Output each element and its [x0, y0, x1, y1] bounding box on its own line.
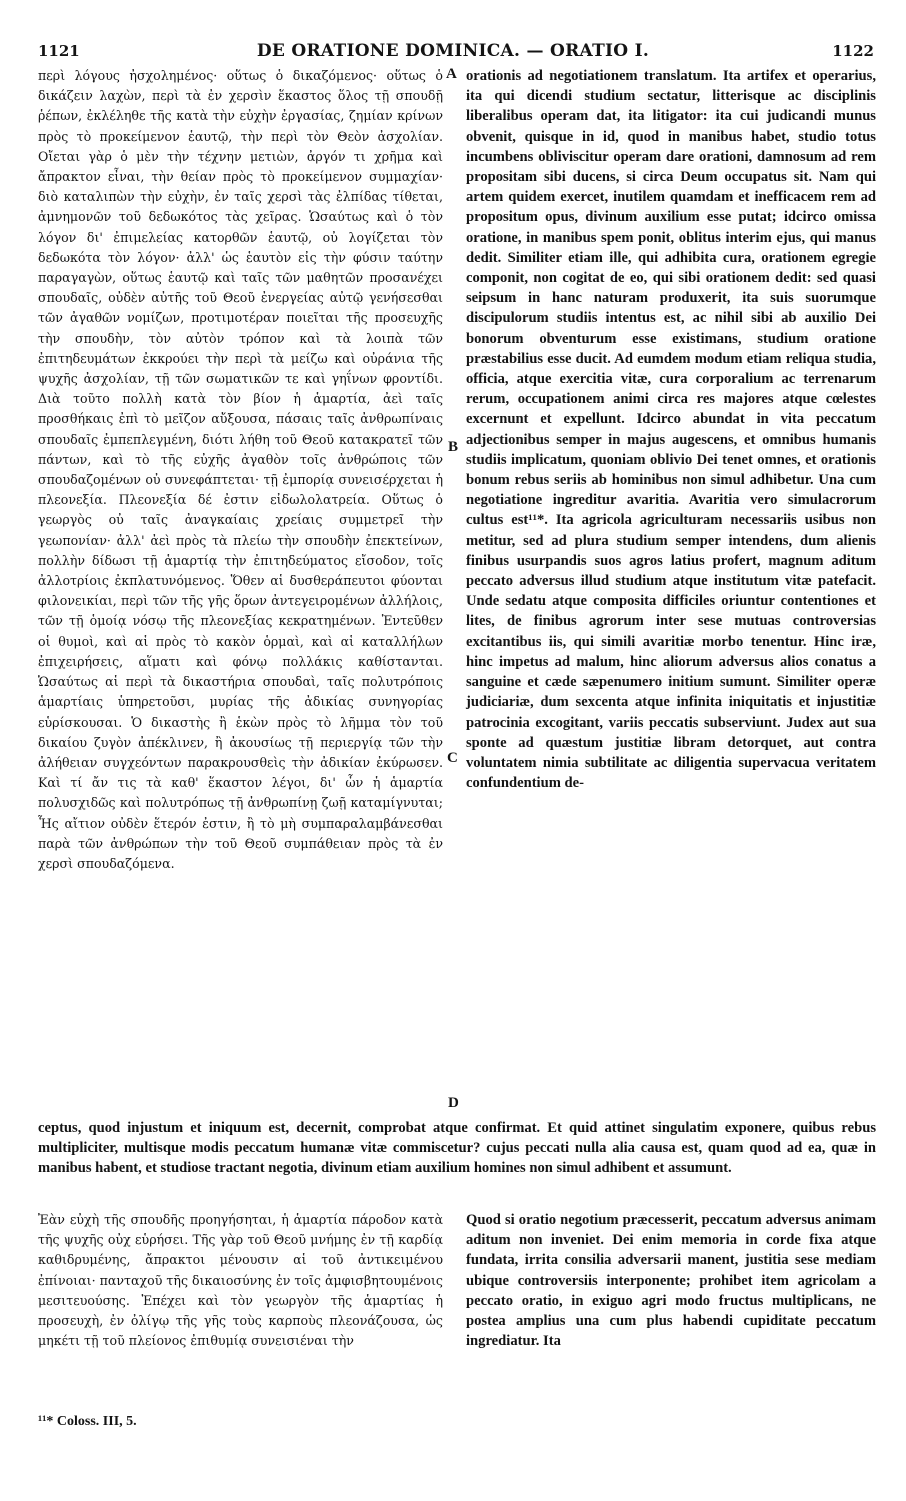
section-marker-c: C [447, 750, 458, 766]
latin-text-full-width: ceptus, quod injustum et iniquum est, decernit, comprobat atque confirmat. Et quid attinet singulatim exponere, quibus rebus multipliciter, multisque modis peccatum humanæ vitæ commiscetur? cujus peccati nulla alia causa est, quam quod ad ea, quæ in manibus habent, et studiose tractant negotia, divinum etiam auxilium homines non simul adhibent et assumunt. [38, 1120, 876, 1177]
right-column-number: 1122 [832, 42, 874, 60]
footnote: ¹¹* Coloss. III, 5. [38, 1414, 137, 1429]
section-marker-b: B [448, 439, 459, 455]
greek-text-column-bottom: Ἐὰν εὐχὴ τῆς σπουδῆς προηγήσηται, ἡ ἁμαρτία πάροδον κατὰ τῆς ψυχῆς οὐχ εὑρήσει. Τῆς γὰρ τοῦ Θεοῦ μνήμης ἐν τῇ καρδίᾳ καθιδρυμένης, ἄπρακτοι μένουσιν αἱ τοῦ ἀντικειμένου ἐπίνοιαι· πανταχοῦ τῆς δικαιοσύνης ἐν τοῖς ἀμφισβητουμένοις μεσιτευούσης. Ἐπέχει καὶ τὸν γεωργὸν τῆς ἁμαρτίας ἡ προσευχὴ, ἐν ὀλίγῳ τῆς γῆς τοὺς καρποὺς πλεονάζουσα, ὡς μηκέτι τῇ τοῦ πλείονος ἐπιθυμίᾳ συνεισιέναι τὴν [38, 1212, 443, 1349]
section-marker-d: D [448, 1095, 459, 1111]
section-marker-a: A [446, 66, 457, 82]
latin-text-column-top: orationis ad negotiationem translatum. Ita artifex et operarius, ita qui dicendi studium sectatur, litterisque ac disciplinis liberalibus operam dat, ita litigator: ita cui judicandi munus obvenit, quisque in id, quod in manibus habet, studio totus incumbens obliviscitur operam dare orationi, damnosum ad rem propositam sibi ducens, si circa Deum occupatus sit. Nam qui artem quidem exercet, inutilem quamdam et inefficacem rem ad propositum opus, divinum auxilium esse putat; idcirco omissa oratione, in manibus spem ponit, oblitus interim ejus, qui manus dedit. Similiter etiam ille, qui adhibita cura, orationem egregie componit, non cogitat de eo, qui sibi orationem dedit: sed quasi seipsum in hanc naturam produxerit, ita suis suorumque discipulorum studiis intentus est, ac nihil sibi ab auxilio Dei bonorum obventurum esse existimans, studium oratione præstabilius esse ducit. Ad eumdem modum etiam reliqua studia, officia, atque exercitia vitæ, cura corporalium ac terrenarum rerum, occupationem animi circa res majores atque cœlestes excernunt et expellunt. Idcirco abundat in vita peccatum adjectionibus semper in majus augescens, et omnibus humanis studiis implicatum, quoniam oblivio Dei tenet omnes, et orationis bonum rebus seriis ab hominibus non simul adhibetur. Una cum negotiatione ingreditur avaritia. Avaritia vero simulacrorum cultus est¹¹*. Ita agricola agriculturam necessariis usibus non metitur, sed ad plura studium semper intendens, dum alienis finibus usurpandis suos agros latius profert, magnum aditum peccato adversus illud studium atque institutum vitæ patefacit. Unde sedatu atque composita difficiles oriuntur contentiones et lites, de finibus agrorum inter sese mutuas controversias excitantibus iis, qui simili avaritiæ morbo tenentur. Hinc iræ, hinc impetus ad malum, hinc aliorum adversus alios conatus a sanguine et cæde sæpenumero initium sumunt. Similiter operæ judiciariæ, dum sexcenta atque infinita iniquitatis et injustitiæ patrocinia excogitant, variis peccatis subserviunt. Judex aut sua sponte ad quæstum justitiæ libram detorquet, aut contra voluntatem nimia subtilitate ac diligentia supervacua veritatem confundentium de- [466, 68, 876, 792]
greek-text-column-top: περὶ λόγους ἠσχολημένος· οὕτως ὁ δικαζόμενος· οὕτως ὁ δικάζειν λαχὼν, περὶ τὰ ἐν χερσὶν ἕκαστος ὅλος τῇ σπουδῇ ῥέπων, ἐκλέληθε τῆς κατὰ τὴν εὐχὴν ἐργασίας, ζημίαν κρίνων πρὸς τὸ προκείμενον ἑαυτῷ, τὴν περὶ τὸν Θεὸν ἀσχολίαν. Οἴεται γὰρ ὁ μὲν τὴν τέχνην μετιὼν, ἀργόν τι χρῆμα καὶ ἄπρακτον εἶναι, τὴν θείαν πρὸς τὸ προκείμενον συμμαχίαν· διὸ καταλιπὼν τὴν εὐχὴν, ἐν ταῖς χερσὶ τὰς ἐλπίδας τίθεται, ἀμνημονῶν τοῦ δεδωκότος τὰς χεῖρας. Ὡσαύτως καὶ ὁ τὸν λόγον δι' ἐπιμελείας κατορθῶν ἑαυτῷ, οὐ λογίζεται τὸν δεδωκότα τὸν λόγον· ἀλλ' ὡς ἑαυτὸν εἰς τὴν φύσιν ταύτην παραγαγὼν, οὕτως ἑαυτῷ καὶ ταῖς τῶν μαθητῶν προσανέχει σπουδαῖς, οὐδὲν αὐτῆς τοῦ Θεοῦ ἐνεργείας αὐτῷ γενήσεσθαι τῶν ἀγαθῶν νομίζων, προτιμοτέραν ποιεῖται τῆς προσευχῆς τὴν σπουδὴν, τὸν αὐτὸν τρόπον καὶ τὰ λοιπὰ τῶν ἐπιτηδευμάτων ἐκκρούει τὴν περὶ τὰ μείζω καὶ οὐράνια τῆς ψυχῆς ἀσχολίαν, τῇ τῶν σωματικῶν τε καὶ γηΐνων φροντίδι. Διὰ τοῦτο πολλὴ κατὰ τὸν βίον ἡ ἁμαρτία, ἀεὶ ταῖς προσθήκαις ἐπὶ τὸ μεῖζον αὔξουσα, πάσαις ταῖς ἀνθρωπίναις σπουδαῖς ἐμπεπλεγμένη, διότι λήθη τοῦ Θεοῦ κατακρατεῖ τῶν πάντων, καὶ τὸ τῆς εὐχῆς ἀγαθὸν τοῖς ἀνθρώποις τῶν σπουδαζομένων οὐ συνεφάπτεται· τῇ ἐμπορίᾳ συνεισέρχεται ἡ πλεονεξία. Πλεονεξία δέ ἐστιν εἰδωλολατρεία. Οὕτως ὁ γεωργὸς οὐ ταῖς ἀναγκαίαις χρείαις συμμετρεῖ τὴν γεωπονίαν· ἀλλ' ἀεὶ πρὸς τὰ πλείω τὴν σπουδὴν ἐπεκτείνων, πολλὴν δίδωσι τῇ ἁμαρτίᾳ τὴν ἐπιτηδεύματος εἴσοδον, τοῖς ἀλλοτρίοις ἐκπλατυνόμενος. Ὅθεν αἱ δυσθεράπευτοι φύονται φιλονεικίαι, περὶ τῶν τῆς γῆς ὅρων ἀντεγειρομένων ἀλλήλοις, τῶν τῇ ὁμοίᾳ νόσῳ τῆς πλεονεξίας κεκρατημένων. Ἐντεῦθεν οἱ θυμοὶ, καὶ αἱ πρὸς τὸ κακὸν ὁρμαὶ, καὶ αἱ καταλλήλων ἐπιχειρήσεις, αἵματι καὶ φόνῳ πολλάκις καθίστανται. Ὡσαύτως αἱ περὶ τὰ δικαστήρια σπουδαὶ, ταῖς πολυτρόποις ἁμαρτίαις ὑπηρετοῦσι, μυρίας τῆς ἀδικίας συνηγορίας εὑρίσκουσαι. Ὁ δικαστὴς ἢ ἑκὼν πρὸς τὸ λῆμμα τὸν τοῦ δικαίου ζυγὸν ἀπέκλινεν, ἢ ἀκουσίως τῇ περιεργίᾳ τῶν τὴν ἀλήθειαν συγχεόντων παρακρουσθεὶς τὴν ἀδικίαν ἐκύρωσεν. Καὶ τί ἄν τις τὰ καθ' ἕκαστον λέγοι, δι' ὧν ἡ ἁμαρτία πολυσχιδῶς καὶ πολυτρόπως τῇ ἀνθρωπίνῃ ζωῇ καταμίγνυται; Ἧς αἴτιον οὐδὲν ἕτερόν ἐστιν, ἢ τὸ μὴ συμπαραλαμβάνεσθαι παρὰ τῶν ἀνθρώπων τὴν τοῦ Θεοῦ συμπάθειαν πρὸς τὰ ἐν χερσὶ σπουδαζόμενα. [38, 68, 443, 871]
left-column-number: 1121 [38, 42, 80, 60]
latin-text-column-bottom: Quod si oratio negotium præcesserit, peccatum adversus animam aditum non inveniet. Dei enim memoria in corde fixa atque fundata, irrita consilia adversarii manent, justitia sese mediam ubique controversiis interponente; prohibet item agricolam a peccato oratio, in exiguo agri modo fructus multiplicans, ne postea amplius una cum plus habendi cupiditate peccatum ingrediatur. Ita [466, 1212, 876, 1350]
running-title: DE ORATIONE DOMINICA. — ORATIO I. [256, 41, 650, 61]
